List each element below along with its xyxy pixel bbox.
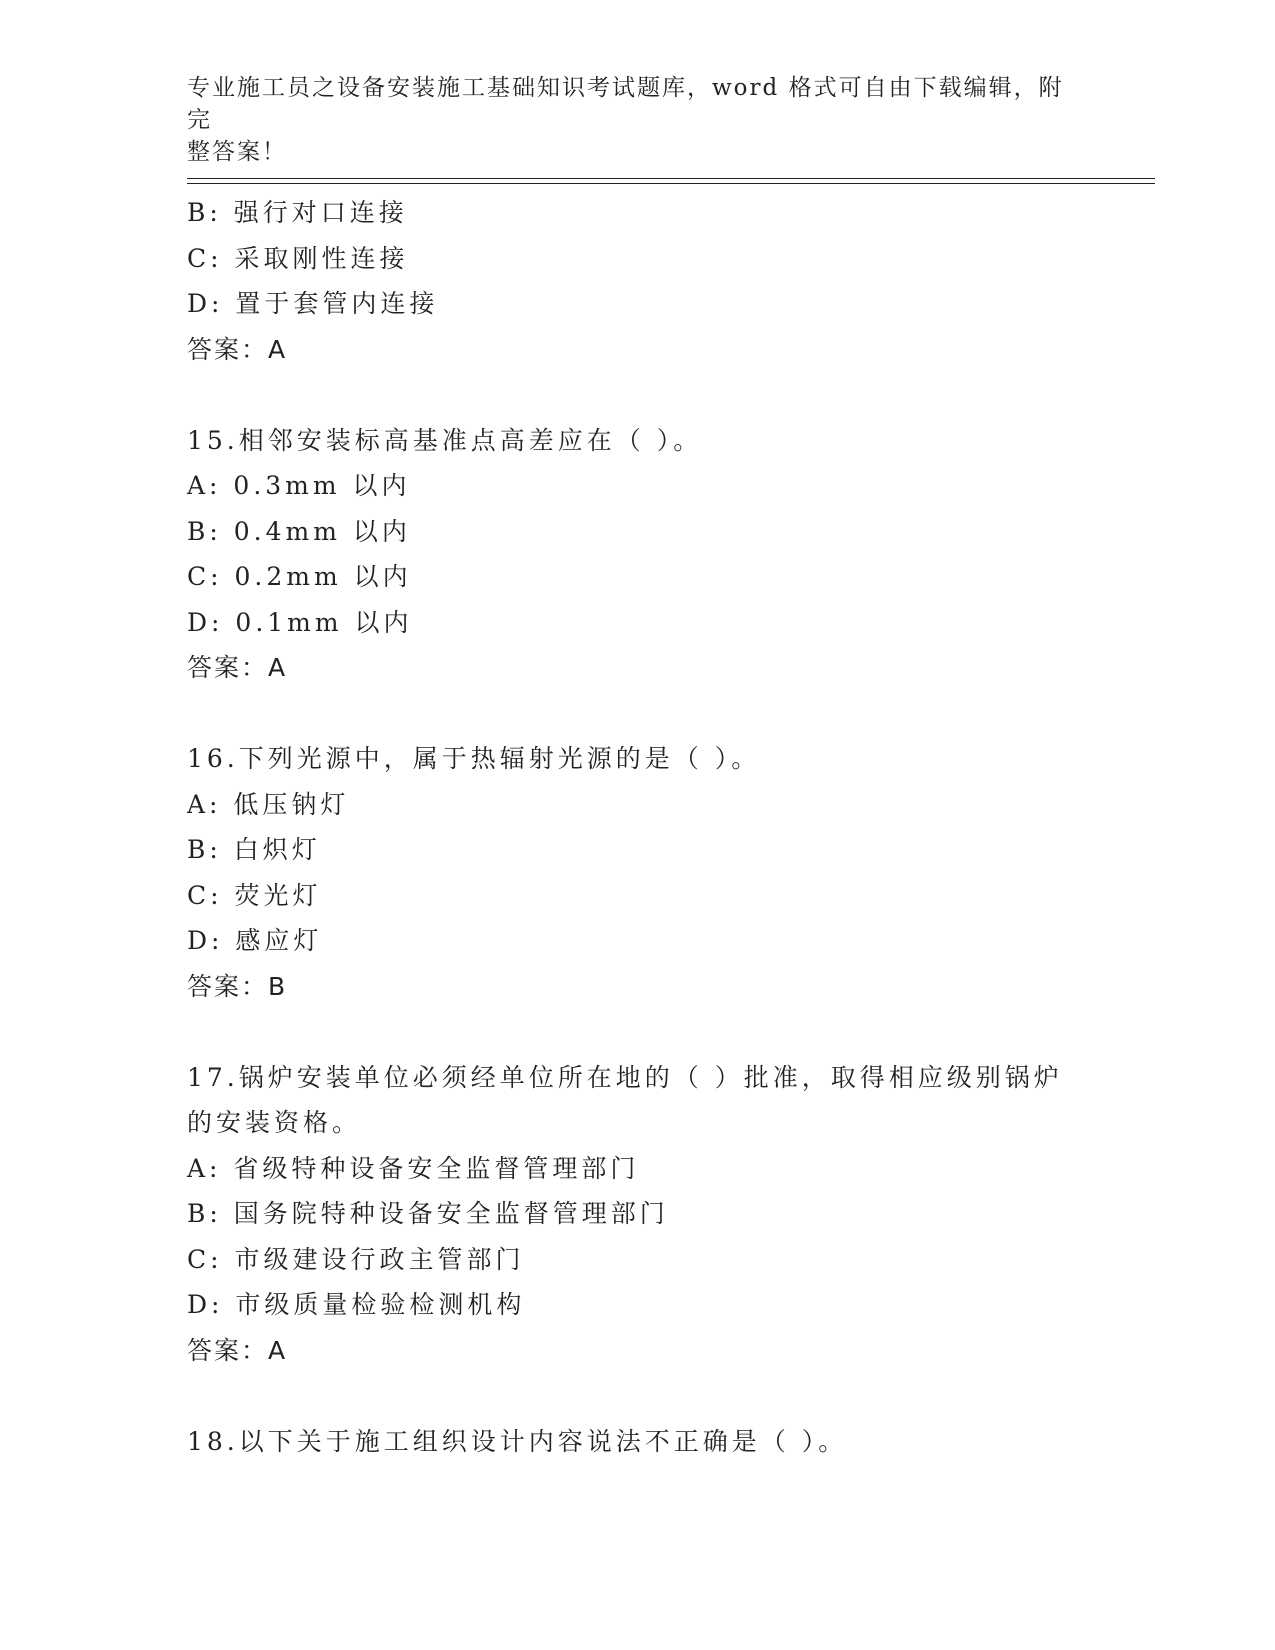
option-c: C: 0.2mm 以内 xyxy=(187,562,412,591)
option-c: C: 采取刚性连接 xyxy=(187,243,409,273)
option-a: A: 0.3mm 以内 xyxy=(187,471,411,500)
option-a: A: 省级特种设备安全监督管理部门 xyxy=(187,1153,640,1183)
question-text-line-2: 的安装资格。 xyxy=(187,1108,362,1137)
question-text: 18.以下关于施工组织设计内容说法不正确是（ ）。 xyxy=(187,1426,848,1456)
option-b: B: 0.4mm 以内 xyxy=(187,516,411,546)
option-d: D: 0.1mm 以内 xyxy=(187,607,413,637)
answer-label: 答案：A xyxy=(187,653,288,682)
question-content xyxy=(187,190,1107,1464)
option-b: B: 白炽灯 xyxy=(187,835,321,864)
spacer xyxy=(187,1009,1107,1055)
header-rule-top xyxy=(187,178,1155,179)
question-15 xyxy=(187,418,1107,691)
answer-label: 答案：A xyxy=(187,334,288,364)
question-14-continued xyxy=(187,190,1107,372)
spacer xyxy=(187,372,1107,418)
question-text: 15.相邻安装标高基准点高差应在（ ）。 xyxy=(187,425,703,455)
option-d: D: 感应灯 xyxy=(187,926,323,955)
answer-label: 答案：B xyxy=(187,971,288,1001)
option-c: C: 市级建设行政主管部门 xyxy=(187,1244,525,1274)
answer-label: 答案：A xyxy=(187,1335,288,1365)
option-b: B: 强行对口连接 xyxy=(187,198,408,227)
spacer xyxy=(187,1373,1107,1419)
header-line-2: 整答案！ xyxy=(187,139,287,165)
question-16 xyxy=(187,736,1107,1009)
question-17 xyxy=(187,1055,1107,1374)
header-line-1: 专业施工员之设备安装施工基础知识考试题库，word 格式可自由下载编辑，附完 xyxy=(187,75,1064,133)
document-header xyxy=(187,72,1067,168)
option-d: D: 置于套管内连接 xyxy=(187,289,439,318)
option-d: D: 市级质量检验检测机构 xyxy=(187,1290,526,1319)
question-18 xyxy=(187,1419,1107,1465)
header-rule-bottom xyxy=(187,183,1155,184)
spacer xyxy=(187,691,1107,737)
option-a: A: 低压钠灯 xyxy=(187,789,350,819)
question-text: 16.下列光源中，属于热辐射光源的是（ ）。 xyxy=(187,744,761,773)
option-c: C: 荧光灯 xyxy=(187,880,322,910)
question-text-line-1: 17.锅炉安装单位必须经单位所在地的（ ）批准，取得相应级别锅炉 xyxy=(187,1062,1063,1092)
option-b: B: 国务院特种设备安全监督管理部门 xyxy=(187,1199,669,1228)
